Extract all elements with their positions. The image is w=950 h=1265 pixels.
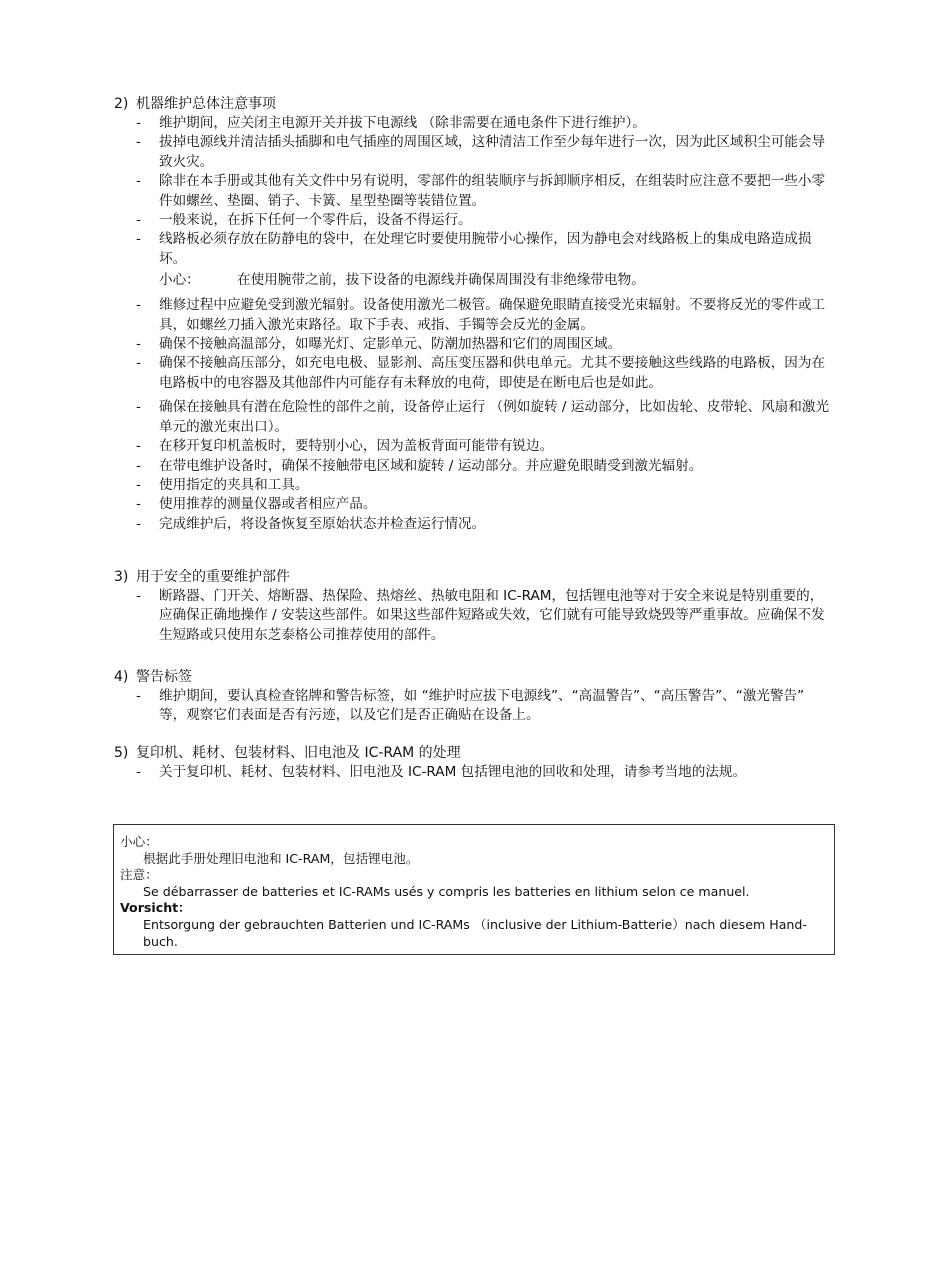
list-item xyxy=(114,230,834,269)
list-item-text: 线路板必须存放在防静电的袋中，在处理它时要使用腕带小心操作，因为静电会对线路板上的集成电路造成损坏。 xyxy=(159,231,812,267)
list-item xyxy=(114,437,834,456)
section-number: 2) xyxy=(114,96,129,112)
section-title-text: 复印机、耗材、包装材料、旧电池及 IC-RAM 的处理 xyxy=(136,745,461,761)
list-item xyxy=(114,515,834,534)
section-5 xyxy=(114,744,834,782)
section-number: 3) xyxy=(114,569,129,585)
list-item-text: 一般来说，在拆下任何一个零件后，设备不得运行。 xyxy=(159,212,472,229)
notice-label-zh: 小心： xyxy=(120,834,158,849)
dash-mark: - xyxy=(136,231,141,248)
dash-mark: - xyxy=(136,336,141,353)
section-title xyxy=(114,568,834,587)
list-item-text: 在带电维护设备时，确保不接触带电区域和旋转 / 运动部分。并应避免眼睛受到激光辐射。 xyxy=(159,457,703,474)
dash-mark: - xyxy=(136,212,141,229)
list-item xyxy=(114,133,834,172)
dash-mark: - xyxy=(136,297,141,314)
list-item-text: 确保不接触高温部分，如曝光灯、定影单元、防潮加热器和它们的周围区域。 xyxy=(159,336,622,353)
list-item xyxy=(114,476,834,495)
list-item-text: 关于复印机、耗材、包装材料、旧电池及 IC-RAM 包括锂电池的回收和处理，请参考当地的法规。 xyxy=(159,764,747,780)
dash-mark: - xyxy=(136,355,141,372)
dash-mark: - xyxy=(136,438,141,455)
dash-mark: - xyxy=(136,457,141,474)
list-item xyxy=(114,354,834,393)
list-item xyxy=(114,398,834,437)
notice-label-de: Vorsicht： xyxy=(120,900,191,916)
list-item xyxy=(114,457,834,476)
battery-disposal-notice-box xyxy=(113,824,835,955)
list-item-text: 使用推荐的测量仪器或者相应产品。 xyxy=(159,496,377,513)
dash-mark: - xyxy=(136,688,141,704)
list-item xyxy=(114,687,834,726)
bullet-list xyxy=(114,587,834,645)
list-item-text: 拔掉电源线并清洁插头插脚和电气插座的周围区域，这种清洁工作至少每年进行一次，因为此区域积尘可能会导致火灾。 xyxy=(159,134,826,170)
caution-text: 在使用腕带之前，拔下设备的电源线并确保周围没有非绝缘带电物。 xyxy=(237,272,645,289)
caution-label: 小心： xyxy=(159,272,200,289)
list-item-text: 维修过程中应避免受到激光辐射。设备使用激光二极管。确保避免眼睛直接受光束辐射。不要将反光的零件或工具，如螺丝刀插入激光束路径。取下手表、戒指、手镯等会反光的金属。 xyxy=(159,297,826,333)
list-item-text: 除非在本手册或其他有关文件中另有说明，零部件的组装顺序与拆卸顺序相反，在组装时应注意不要把一些小零件如螺丝、垫圈、销子、卡簧、星型垫圈等装错位置。 xyxy=(159,173,826,209)
dash-mark: - xyxy=(136,496,141,513)
section-title-text: 用于安全的重要维护部件 xyxy=(136,569,290,585)
dash-mark: - xyxy=(136,764,141,780)
list-item xyxy=(114,114,834,133)
list-item-text: 断路器、门开关、熔断器、热保险、热熔丝、热敏电阻和 IC-RAM，包括锂电池等对于安全来说是特别重要的，应确保正确地操作 / 安装这些部件。如果这些部件短路或失效，它们就有可能导致烧毁等严重事故。应确保不发生短路或只使用东芝泰格公司推荐使用的部件。 xyxy=(159,588,825,643)
section-title xyxy=(114,95,834,114)
notice-text-zh: 根据此手册处理旧电池和 IC-RAM，包括锂电池。 xyxy=(143,850,419,866)
list-item xyxy=(114,335,834,354)
section-number: 5) xyxy=(114,745,129,761)
dash-mark: - xyxy=(136,588,141,604)
section-3 xyxy=(114,568,834,645)
notice-label-fr: 注意： xyxy=(120,867,158,883)
section-title-text: 警告标签 xyxy=(136,669,192,685)
bullet-list xyxy=(114,114,834,269)
section-2 xyxy=(114,95,834,534)
list-item-text: 维护期间，应关闭主电源开关并拔下电源线 （除非需要在通电条件下进行维护）。 xyxy=(159,115,646,131)
dash-mark: - xyxy=(136,173,141,190)
dash-mark: - xyxy=(136,399,141,416)
list-item-text: 确保在接触具有潜在危险性的部件之前，设备停止运行 （例如旋转 / 运动部分，比如齿轮、皮带轮、风扇和激光单元的激光束出口）。 xyxy=(159,399,830,435)
list-item-text: 在移开复印机盖板时，要特别小心，因为盖板背面可能带有锐边。 xyxy=(159,438,554,455)
list-item-text: 完成维护后，将设备恢复至原始状态并检查运行情况。 xyxy=(159,515,486,532)
list-item xyxy=(114,211,834,230)
section-title xyxy=(114,668,834,687)
notice-text-fr: Se débarrasser de batteries et IC-RAMs usés y compris les batteries en lithium selon ce manuel. xyxy=(143,883,750,899)
dash-mark: - xyxy=(136,134,141,151)
list-item xyxy=(114,587,834,645)
section-title-text: 机器维护总体注意事项 xyxy=(136,96,276,112)
list-item xyxy=(114,172,834,211)
bullet-list xyxy=(114,296,834,534)
bullet-list xyxy=(114,763,834,782)
dash-mark: - xyxy=(136,115,141,131)
list-item xyxy=(114,495,834,514)
list-item-text: 确保不接触高压部分，如充电电极、显影剂、高压变压器和供电单元。尤其不要接触这些线路的电路板，因为在电路板中的电容器及其他部件内可能存有未释放的电荷，即使是在断电后也是如此。 xyxy=(159,355,826,391)
dash-mark: - xyxy=(136,476,141,493)
notice-text-de: Entsorgung der gebrauchten Batterien und IC-RAMs （inclusive der Lithium-Batterie）nach diesem Hand-buch. xyxy=(143,916,807,949)
list-item-text: 维护期间，要认真检查铭牌和警告标签，如 “维护时应拔下电源线”、“高温警告”、“高压警告”、“激光警告” 等，观察它们表面是否有污迹，以及它们是否正确贴在设备上。 xyxy=(159,688,805,724)
section-title xyxy=(114,744,834,763)
section-4 xyxy=(114,668,834,726)
bullet-list xyxy=(114,687,834,726)
caution-note xyxy=(114,271,834,290)
dash-mark: - xyxy=(136,515,141,532)
section-number: 4) xyxy=(114,669,129,685)
list-item xyxy=(114,296,834,335)
list-item-text: 使用指定的夹具和工具。 xyxy=(159,476,309,493)
list-item xyxy=(114,763,834,782)
